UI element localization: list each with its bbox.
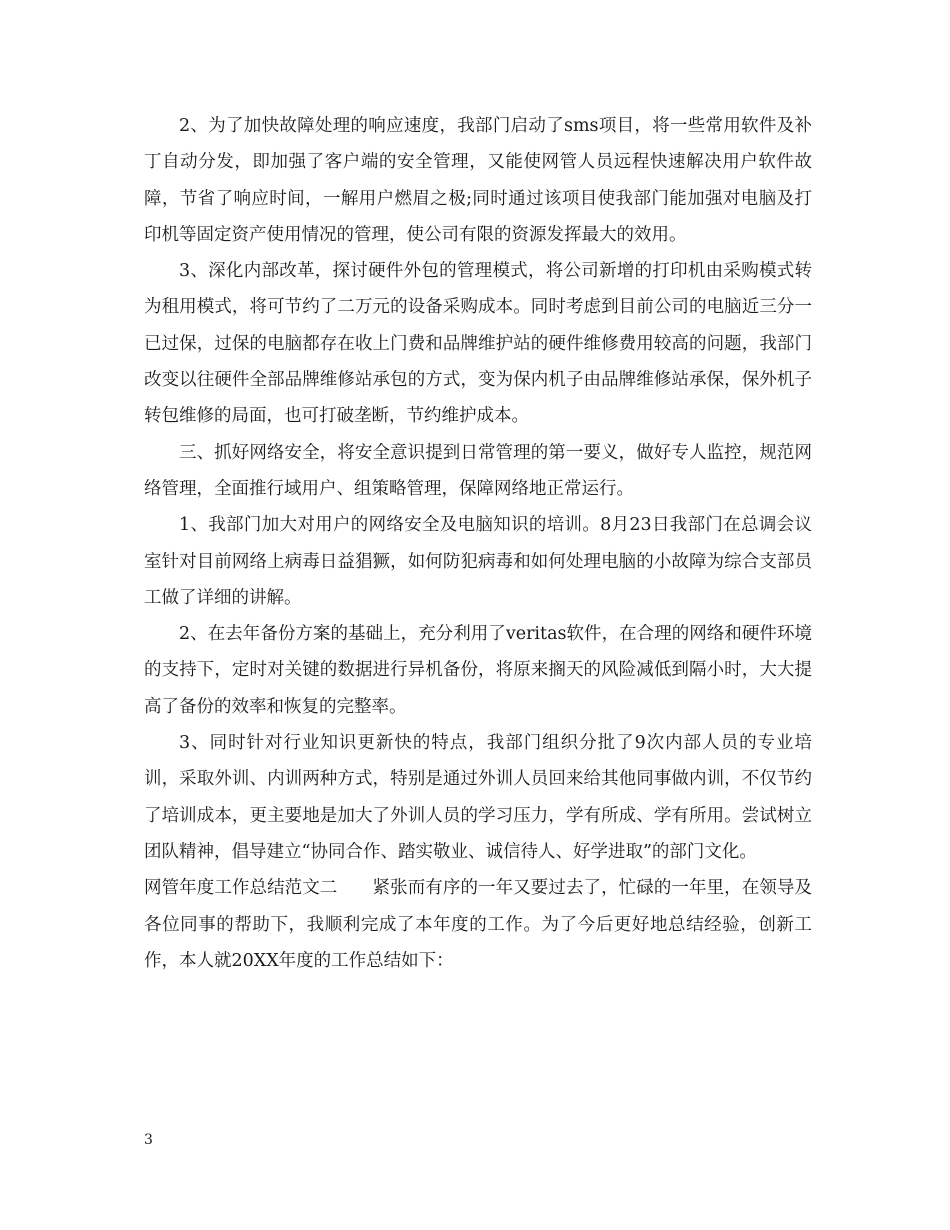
paragraph-user-training: 1、我部门加大对用户的网络安全及电脑知识的培训。8月23日我部门在总调会议室针对目前网络上病毒日益猖獗，如何防犯病毒和如何处理电脑的小故障为综合支部员工做了详细的讲解。 (144, 515, 812, 608)
paragraph-backup-plan: 2、在去年备份方案的基础上，充分利用了veritas软件，在合理的网络和硬件环境的支持下，定时对关键的数据进行异机备份，将原来搁天的风险减低到隔小时，大大提高了备份的效率和恢复的完整率。 (144, 624, 812, 717)
paragraph-internal-reform: 3、深化内部改革，探讨硬件外包的管理模式，将公司新增的打印机由采购模式转为租用模式，将可节约了二万元的设备采购成本。同时考虑到目前公司的电脑近三分一已过保，过保的电脑都存在收上门费和品牌维护站的硬件维修费用较高的问题，我部门改变以往硬件全部品牌维修站承包的方式，变为保内机子由品牌维修站承保，保外机子转包维修的局面，也可打破垄断，节约维护成本。 (144, 261, 812, 427)
paragraph-staff-training: 3、同时针对行业知识更新快的特点，我部门组织分批了9次内部人员的专业培训，采取外训、内训两种方式，特别是通过外训人员回来给其他同事做内训，不仅节约了培训成本，更主要地是加大了外训人员的学习压力，学有所成、学有所用。尝试树立团队精神，倡导建立“协同合作、踏实敬业、诚信待人、好学进取”的部门文化。 (144, 733, 812, 862)
document-body (144, 108, 812, 979)
paragraph-network-security-heading: 三、抓好网络安全，将安全意识提到日常管理的第一要义，做好专人监控，规范网络管理，全面推行域用户、组策略管理，保障网络地正常运行。 (144, 442, 812, 499)
paragraph-sms-project: 2、为了加快故障处理的响应速度，我部门启动了sms项目，将一些常用软件及补丁自动分发，即加强了客户端的安全管理，又能使网管人员远程快速解决用户软件故障，节省了响应时间，一解用户燃眉之极;同时通过该项目使我部门能加强对电脑及打印机等固定资产使用情况的管理，使公司有限的资源发挥最大的效用。 (144, 116, 812, 245)
paragraph-sample-two-intro: 网管年度工作总结范文二 紧张而有序的一年又要过去了，忙碌的一年里，在领导及各位同事的帮助下，我顺利完成了本年度的工作。为了今后更好地总结经验，创新工作，本人就20XX年度的工作总结如下： (144, 878, 812, 971)
page-number: 3 (144, 1132, 153, 1148)
